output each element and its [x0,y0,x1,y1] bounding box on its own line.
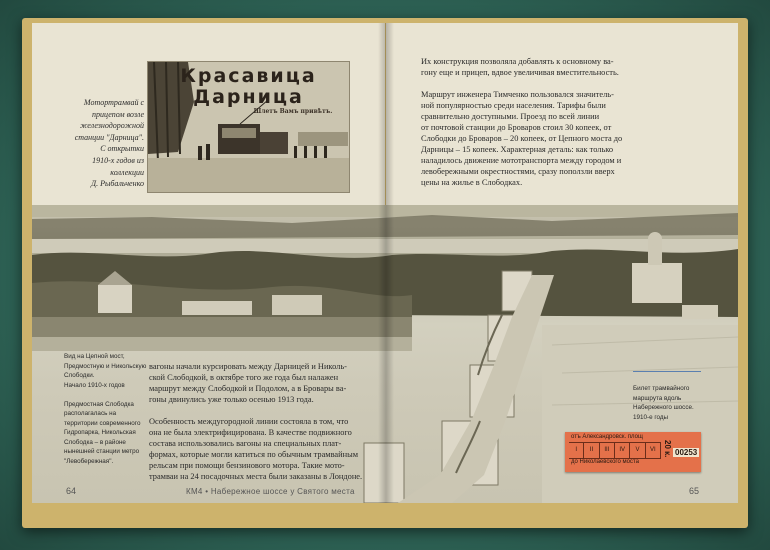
caption-line: располагалась на [64,410,117,417]
caption-line: нынешней станции метро [64,448,140,455]
ticket-zone: VI [646,443,661,458]
ticket-caption [633,384,694,422]
ticket-to: до Николаевского моста [571,459,639,465]
postcard-title-line1: Красавица [180,65,317,87]
text-line: Маршрут инженера Тимченко пользовался значитель- [421,90,614,99]
text-line: гоны двинулись уже только осенью 1913 года. [149,395,314,404]
page-number-right: 65 [689,486,700,496]
right-body-text [421,56,622,188]
running-head: КМ4 • Набережное шоссе у Святого места [186,487,355,496]
ticket-zone: I [569,443,584,458]
caption-rule [633,371,701,372]
postcard-subtitle: Шлетъ Вамъ привѣтъ. [253,108,333,115]
text-line: Их конструкция позволяла добавлять к основному ва- [421,57,614,66]
caption-line: Набережного шоссе. [633,404,694,411]
caption-line: Предмостную и Никольскую [64,362,147,370]
text-line: состава использовались вагоны на специальных плат- [149,439,342,448]
caption-line: Предмостная Слободка [64,400,134,408]
caption-line: 1910-х годов из [92,155,144,165]
text-line: она не была электрифицирована. В качестве подвижного [149,428,352,437]
ticket-zone: II [584,443,599,458]
panorama-caption [64,352,146,466]
ticket-zone: III [600,443,615,458]
text-line: ской Слободкой, в октябре того же года был налажен [149,373,339,382]
caption-line: Слободка – в районе [64,438,126,446]
text-line: маршрут между Слободкой и Подолом, а в Бровары ва- [149,384,347,393]
caption-line: Билет трамвайного [633,385,690,392]
caption-line: станции "Дарница". [74,132,144,142]
text-line: рельсам при помощи бензинового мотора. Такие мото- [149,461,345,470]
caption-line: Начало 1910-х годов [64,381,125,389]
caption-line: Гидропарка, Никольская [64,429,136,436]
caption-line: маршрута вдоль [633,394,682,402]
text-line: ной популярностью среди населения. Тарифы были [421,101,606,110]
caption-line: 1910-е годы [633,413,669,421]
tram-ticket [565,432,701,472]
caption-line: "Левобережная". [64,457,114,465]
text-line: трамваи на 24 посадочных места были заказаны в Лондоне. [149,472,363,481]
caption-line: коллекции [110,167,144,177]
caption-line: Мотортрамвай с [83,98,144,107]
ticket-price: 20 к. [663,440,672,458]
postcard-title-line2: Дарница [193,86,304,108]
ticket-zone: IV [615,443,630,458]
caption-line: территории современного [64,419,141,427]
text-line: сравнительно доступными. Проезд по всей линии [421,112,600,121]
ticket-from: отъ Александровск. площ [571,434,643,440]
text-line: Дарницы – 15 копеек. Характерная деталь: как только [421,145,614,154]
title-postcard [148,62,349,192]
caption-line: С открытки [100,144,144,154]
caption-line: Вид на Цепной мост, [64,353,125,360]
left-body-text [149,361,362,482]
text-line: от почтовой станции до Броваров стоил 30 копеек, от [421,123,612,132]
text-line: формах, которые могли катиться по обычным трамвайным [149,450,359,459]
caption-line [64,390,146,400]
caption-line: Слободки. [64,372,95,379]
text-line: цены на жилье в Слободках. [421,178,523,187]
page-number-left: 64 [66,486,77,496]
caption-line: прицепом возле [92,109,144,119]
caption-line: Д. Рыбальченко [90,179,144,189]
ticket-zone: V [630,443,645,458]
text-line [421,78,622,89]
ticket-zones [569,442,661,459]
text-line: гону еще и прицеп, вдвое увеличивая вместительность. [421,68,619,77]
ticket-number: 00253 [675,448,698,457]
caption-line: железнодорожной [79,121,144,131]
text-line: Слободки до Броваров – 20 копеек, от Цепного моста до [421,134,623,143]
text-line [149,405,362,416]
postcard-caption [72,97,144,190]
text-line: наладилось движение мототранспорта между городом и [421,156,622,165]
text-line: левобережными окрестностями, сразу поползли вверх [421,167,615,176]
text-line: Особенность междугородной линии состояла в том, что [149,417,349,426]
text-line: вагоны начали курсировать между Дарницей и Николь- [149,362,347,371]
